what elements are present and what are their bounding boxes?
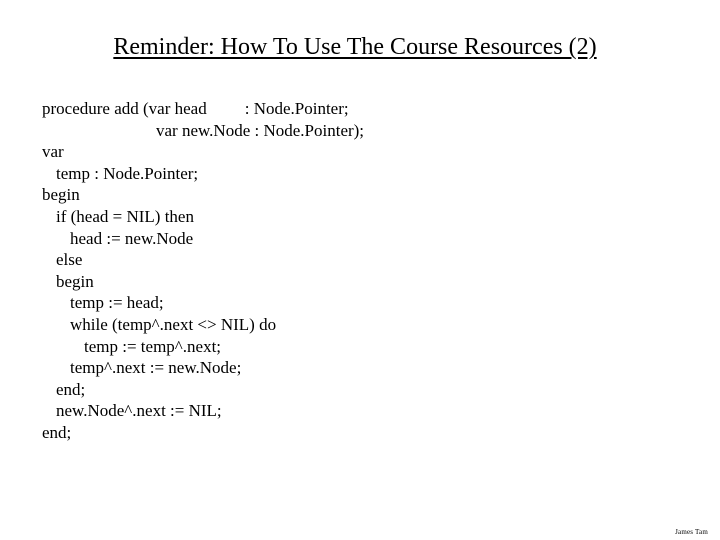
code-line-13: temp^.next := new.Node; xyxy=(70,358,242,378)
slide-title: Reminder: How To Use The Course Resources (2) xyxy=(113,34,597,60)
code-line-4: temp : Node.Pointer; xyxy=(56,163,199,183)
code-line-1 xyxy=(42,98,364,120)
code-line-1-type: : Node.Pointer; xyxy=(244,99,349,118)
code-line-16: end; xyxy=(42,422,72,442)
code-line-15: new.Node^.next := NIL; xyxy=(56,401,222,421)
code-line-6: if (head = NIL) then xyxy=(56,206,194,226)
code-line-8: else xyxy=(56,250,83,270)
code-line-12: temp := temp^.next; xyxy=(84,336,222,356)
code-line-10: temp := head; xyxy=(70,293,164,313)
code-line-2: var new.Node : Node.Pointer); xyxy=(156,120,365,140)
code-line-5: begin xyxy=(42,185,80,205)
code-line-7: head := new.Node xyxy=(70,228,194,248)
footer-author: James Tam xyxy=(675,528,708,536)
code-line-9: begin xyxy=(56,271,94,291)
code-line-3: var xyxy=(42,142,64,162)
code-line-14: end; xyxy=(56,379,86,399)
code-line-1-signature: procedure add (var head xyxy=(42,99,207,118)
code-line-11: while (temp^.next <> NIL) do xyxy=(70,314,277,334)
code-block xyxy=(42,98,364,444)
